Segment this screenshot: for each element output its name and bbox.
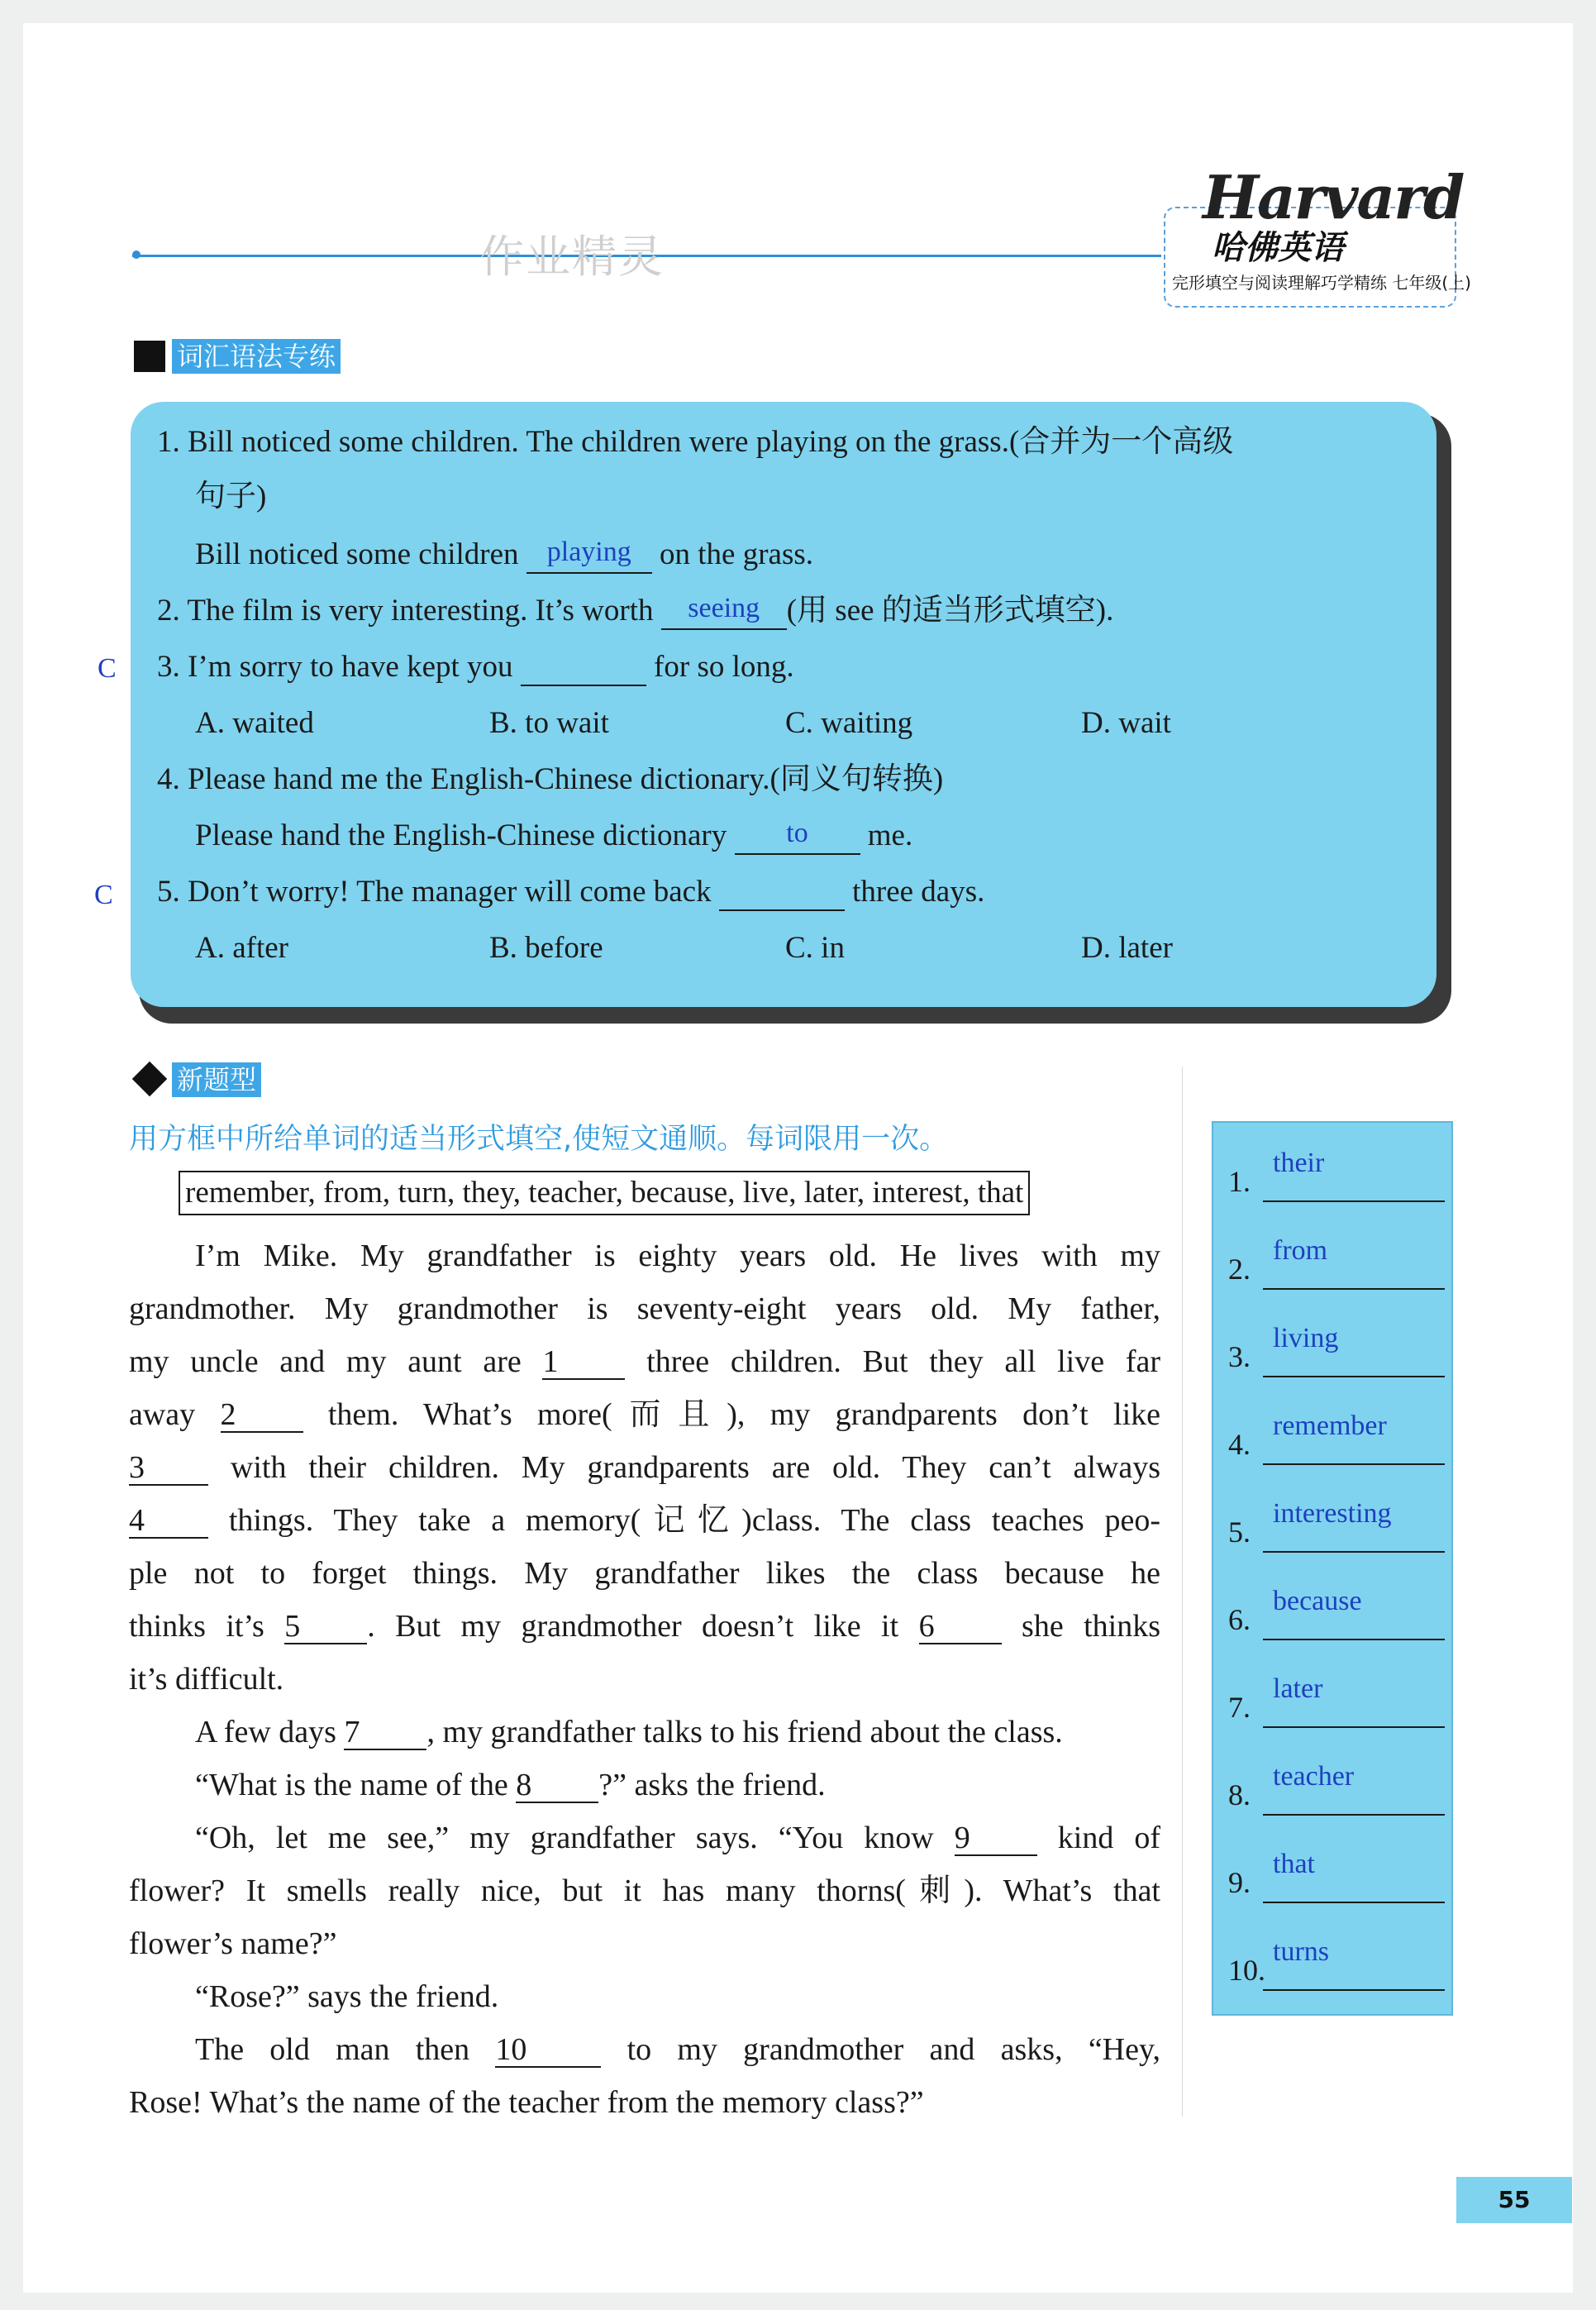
passage-line-14: flower’s name?” bbox=[129, 1926, 337, 1961]
brand-logo-en: Harvard bbox=[1203, 162, 1464, 232]
q5-option-b: B. before bbox=[489, 931, 603, 965]
q3-option-a: A. waited bbox=[195, 706, 314, 740]
answer-line[interactable] bbox=[1263, 1551, 1445, 1553]
q1-line2: 句子) bbox=[195, 480, 267, 513]
passage-text: , my grandfather talks to his friend about the class. bbox=[426, 1715, 1063, 1749]
passage-line-15: “Rose?” says the friend. bbox=[195, 1979, 499, 2014]
blank-7[interactable]: 7 bbox=[344, 1716, 426, 1750]
section1-title: 词汇语法专练 bbox=[172, 339, 341, 374]
q5-option-a: A. after bbox=[195, 931, 288, 965]
q5-post: three days. bbox=[852, 875, 985, 909]
q5-pre: 5. Don’t worry! The manager will come back bbox=[157, 875, 712, 909]
passage-line-11 bbox=[195, 1766, 1160, 1804]
blank-9[interactable]: 9 bbox=[955, 1821, 1037, 1856]
brand-subtitle: 完形填空与阅读理解巧学精练 七年级(上) bbox=[1172, 273, 1471, 293]
q4-pre: Please hand the English-Chinese dictionary bbox=[195, 819, 727, 852]
q2-line bbox=[157, 592, 1113, 630]
q4-answer: to bbox=[786, 818, 808, 848]
page-number: 55 bbox=[1456, 2177, 1572, 2223]
passage-text: away bbox=[129, 1397, 196, 1432]
q3-pre: 3. I’m sorry to have kept you bbox=[157, 650, 513, 684]
q5-blank[interactable] bbox=[719, 876, 845, 911]
blank-2[interactable]: 2 bbox=[221, 1398, 303, 1433]
answer-line[interactable] bbox=[1263, 1902, 1445, 1903]
passage-line-17: Rose! What’s the name of the teacher from the memory class?” bbox=[129, 2085, 924, 2120]
word-box: remember, from, turn, they, teacher, because, live, later, interest, that bbox=[179, 1171, 1030, 1215]
passage-line-6 bbox=[129, 1501, 1160, 1539]
passage-line-5 bbox=[129, 1449, 1160, 1487]
q2-answer: seeing bbox=[688, 593, 760, 623]
q1-line1: 1. Bill noticed some children. The children were playing on the grass.(合并为一个高级 bbox=[157, 425, 1234, 459]
q4-blank[interactable] bbox=[735, 820, 860, 855]
passage-text: thinks it’s bbox=[129, 1609, 264, 1644]
q1-blank[interactable] bbox=[526, 539, 652, 574]
q4-line1: 4. Please hand me the English-Chinese dictionary.(同义句转换) bbox=[157, 762, 944, 796]
passage-text: three children. But they all live far bbox=[646, 1344, 1160, 1379]
answer-number: 6. bbox=[1228, 1603, 1251, 1636]
answer-line[interactable] bbox=[1263, 1989, 1445, 1991]
answer-word: because bbox=[1273, 1586, 1362, 1616]
answer-word: living bbox=[1273, 1323, 1339, 1353]
answer-number: 9. bbox=[1228, 1866, 1251, 1899]
column-divider bbox=[1182, 1067, 1183, 2117]
answer-line[interactable] bbox=[1263, 1288, 1445, 1290]
q5-mark: C bbox=[94, 880, 113, 910]
passage-line-10 bbox=[195, 1713, 1160, 1751]
passage-line-4 bbox=[129, 1396, 1160, 1434]
answer-word: interesting bbox=[1273, 1498, 1392, 1529]
blank-10[interactable]: 10 bbox=[495, 2033, 601, 2068]
passage-text: with their children. My grandparents are old. They can’t always bbox=[230, 1450, 1160, 1485]
passage-line-7: ple not to forget things. My grandfather likes the class because he bbox=[129, 1556, 1160, 1591]
answer-number: 8. bbox=[1228, 1778, 1251, 1811]
answer-line[interactable] bbox=[1263, 1639, 1445, 1640]
blank-3[interactable]: 3 bbox=[129, 1451, 208, 1486]
header-rule-dot bbox=[132, 251, 141, 259]
passage-text: ?” asks the friend. bbox=[598, 1768, 826, 1802]
section-square-icon bbox=[134, 341, 165, 372]
answer-line[interactable] bbox=[1263, 1726, 1445, 1728]
answer-word: their bbox=[1273, 1148, 1325, 1178]
q1-answer-line bbox=[195, 536, 813, 574]
passage-text: she thinks bbox=[1022, 1609, 1161, 1644]
answer-word: remember bbox=[1273, 1410, 1387, 1441]
q5-option-c: C. in bbox=[785, 931, 845, 965]
answer-number: 3. bbox=[1228, 1340, 1251, 1373]
answer-number: 4. bbox=[1228, 1428, 1251, 1461]
answer-number: 7. bbox=[1228, 1691, 1251, 1724]
q5-option-d: D. later bbox=[1081, 931, 1173, 965]
answer-line[interactable] bbox=[1263, 1200, 1445, 1202]
passage-line-12 bbox=[195, 1819, 1160, 1857]
q2-blank[interactable] bbox=[661, 595, 787, 630]
blank-8[interactable]: 8 bbox=[516, 1768, 598, 1803]
q1-post: on the grass. bbox=[660, 537, 813, 571]
answer-word: that bbox=[1273, 1849, 1315, 1879]
answer-line[interactable] bbox=[1263, 1463, 1445, 1465]
q3-option-c: C. waiting bbox=[785, 706, 913, 740]
q2-post: (用 see 的适当形式填空). bbox=[786, 594, 1114, 628]
q3-mark: C bbox=[98, 653, 117, 684]
blank-6[interactable]: 6 bbox=[919, 1610, 1002, 1644]
brand-logo-cn: 哈佛英语 bbox=[1212, 229, 1344, 267]
blank-5[interactable]: 5 bbox=[284, 1610, 367, 1644]
passage-text: things. They take a memory(记忆)class. The class teaches peo- bbox=[228, 1503, 1161, 1538]
answer-line[interactable] bbox=[1263, 1376, 1445, 1377]
passage-line-16 bbox=[195, 2031, 1160, 2069]
watermark: 作业精灵 bbox=[479, 231, 665, 283]
q3-blank[interactable] bbox=[521, 651, 646, 686]
answer-word: later bbox=[1273, 1673, 1323, 1704]
blank-1[interactable]: 1 bbox=[542, 1345, 625, 1380]
passage-line-8 bbox=[129, 1607, 1160, 1645]
q3-post: for so long. bbox=[654, 650, 794, 684]
passage-line-13: flower? It smells really nice, but it has many thorns(刺). What’s that bbox=[129, 1873, 1160, 1908]
passage-line-9: it’s difficult. bbox=[129, 1662, 284, 1697]
answer-number: 1. bbox=[1228, 1165, 1251, 1198]
passage-text: “Oh, let me see,” my grandfather says. “You know bbox=[195, 1821, 934, 1855]
answer-word: turns bbox=[1273, 1936, 1329, 1967]
section2-title: 新题型 bbox=[172, 1062, 261, 1097]
answer-number: 2. bbox=[1228, 1253, 1251, 1286]
answer-number: 10. bbox=[1228, 1954, 1265, 1987]
passage-text: . But my grandmother doesn’t like it bbox=[367, 1609, 899, 1644]
passage-text: The old man then bbox=[195, 2032, 470, 2067]
q1-answer: playing bbox=[546, 537, 631, 567]
instruction: 用方框中所给单词的适当形式填空,使短文通顺。每词限用一次。 bbox=[129, 1123, 949, 1156]
q5-line bbox=[157, 873, 984, 911]
answer-word: from bbox=[1273, 1235, 1328, 1266]
passage-text: to my grandmother and asks, “Hey, bbox=[626, 2032, 1161, 2067]
q1-pre: Bill noticed some children bbox=[195, 537, 519, 571]
answer-number: 5. bbox=[1228, 1515, 1251, 1549]
blank-4[interactable]: 4 bbox=[129, 1504, 208, 1539]
q3-line bbox=[157, 648, 794, 686]
q3-option-b: B. to wait bbox=[489, 706, 609, 740]
answer-word: teacher bbox=[1273, 1761, 1355, 1792]
q4-post: me. bbox=[867, 819, 913, 852]
passage-line-1: I’m Mike. My grandfather is eighty years old. He lives with my bbox=[195, 1239, 1160, 1273]
q3-option-d: D. wait bbox=[1081, 706, 1171, 740]
passage-text: kind of bbox=[1057, 1821, 1161, 1855]
passage-text: A few days bbox=[195, 1715, 336, 1749]
passage-text: my uncle and my aunt are bbox=[129, 1344, 522, 1379]
passage-line-2: grandmother. My grandmother is seventy-eight years old. My father, bbox=[129, 1291, 1160, 1326]
exercise-panel bbox=[131, 402, 1436, 1007]
q2-pre: 2. The film is very interesting. It’s worth bbox=[157, 594, 654, 628]
passage-text: “What is the name of the bbox=[195, 1768, 508, 1802]
passage-text: them. What’s more(而且), my grandparents don’t like bbox=[327, 1397, 1161, 1432]
passage-line-3 bbox=[129, 1343, 1160, 1381]
answer-line[interactable] bbox=[1263, 1814, 1445, 1816]
q4-answer-line bbox=[195, 817, 912, 855]
